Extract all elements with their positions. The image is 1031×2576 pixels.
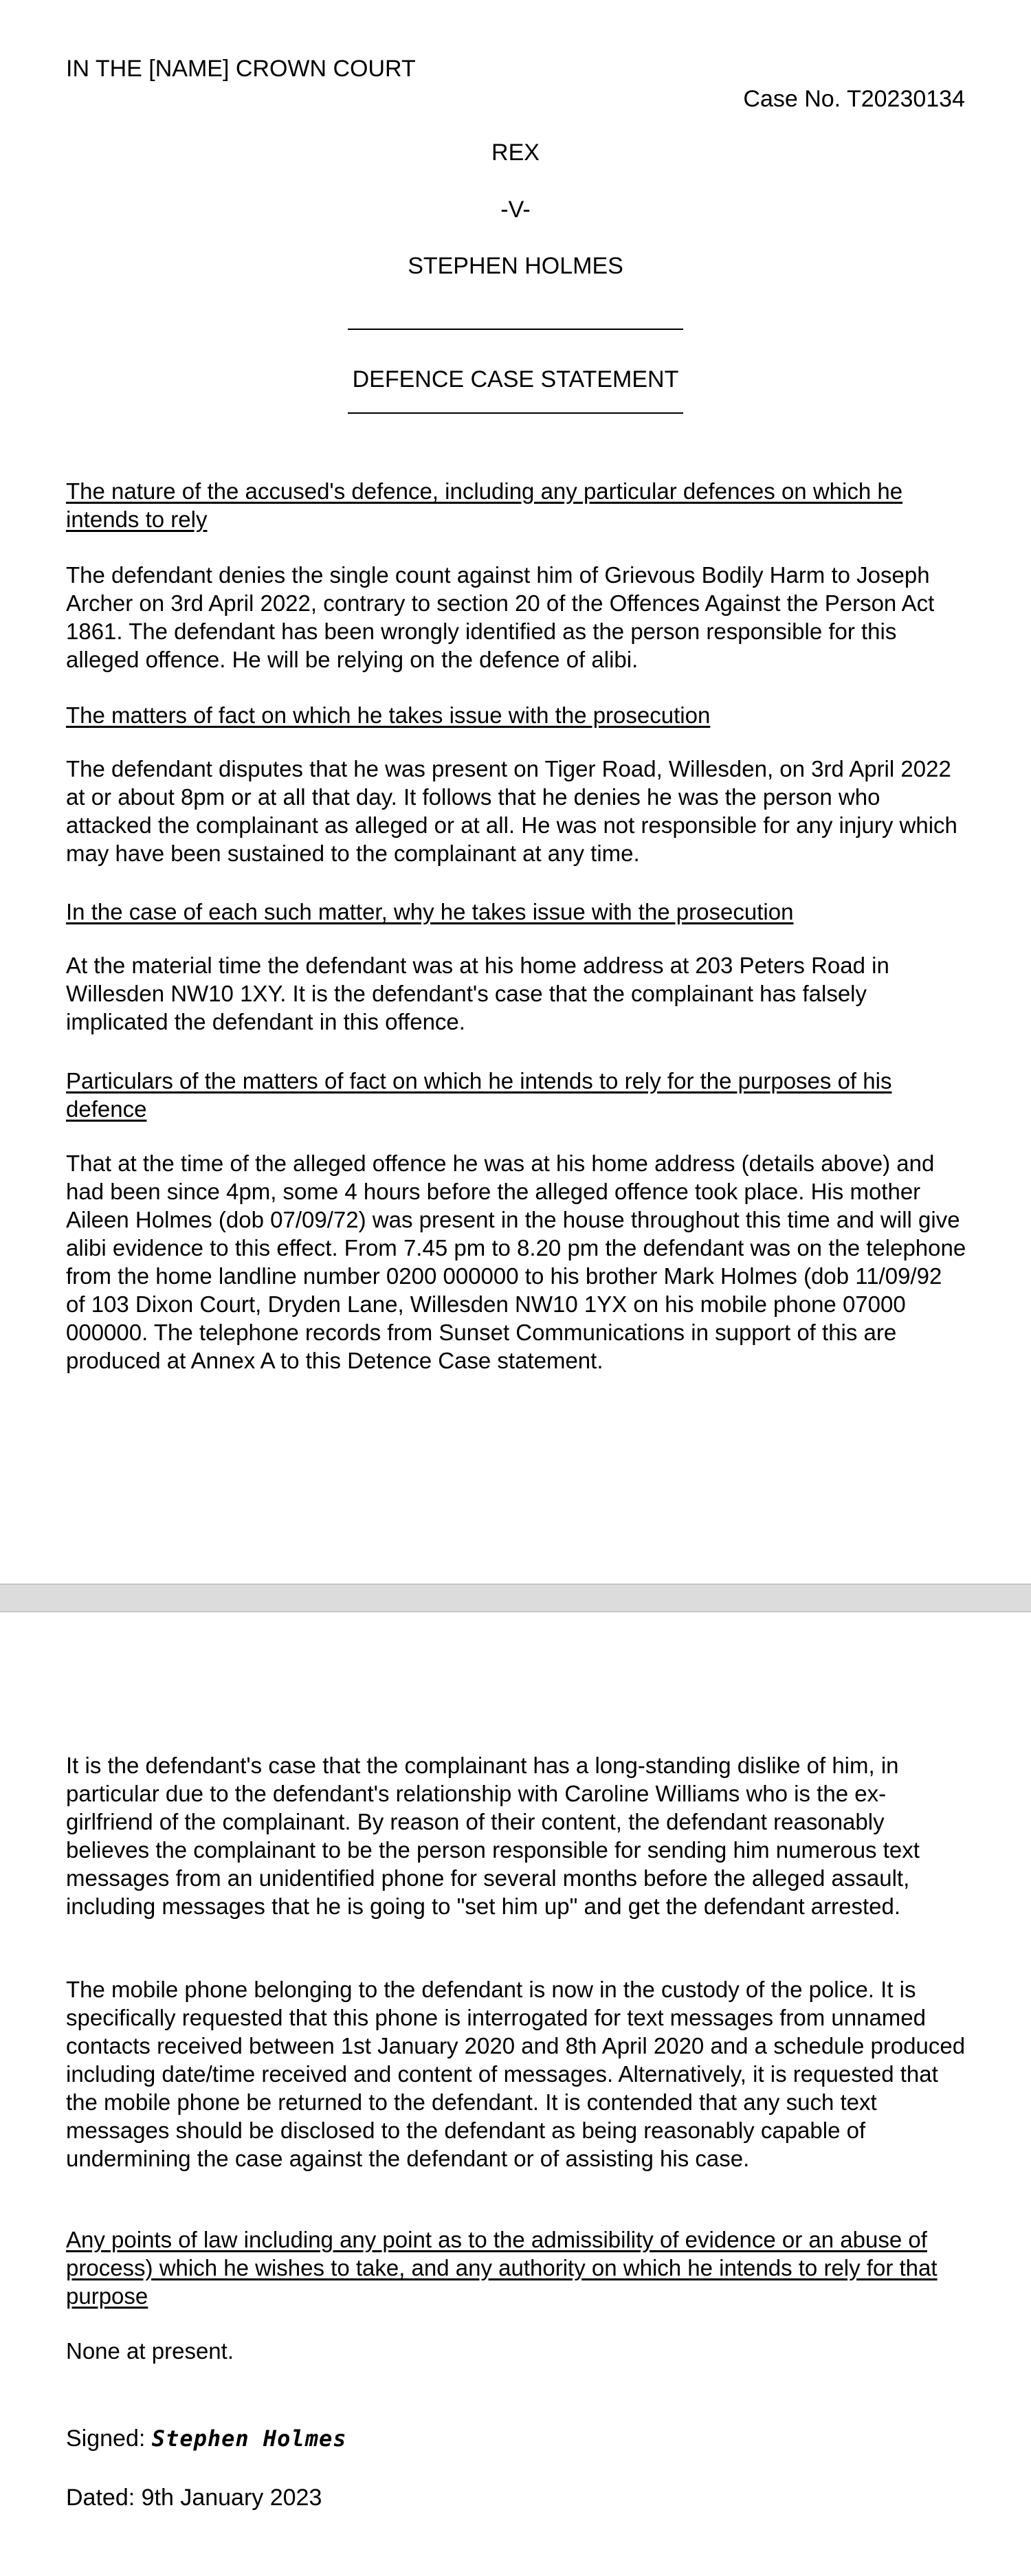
dated-line: Dated: 9th January 2023	[66, 2485, 322, 2511]
document-page-2	[0, 1612, 1031, 2576]
signature: Stephen Holmes	[151, 2425, 347, 2452]
signature-line	[66, 2425, 347, 2453]
page-separator	[0, 1584, 1031, 1612]
section-heading-nature: The nature of the accused's defence, including any particular defences on which he intends to rely	[66, 478, 903, 532]
document-title: DEFENCE CASE STATEMENT	[352, 366, 679, 392]
versus: -V-	[500, 197, 531, 223]
court-name: IN THE [NAME] CROWN COURT	[66, 56, 416, 82]
section-heading-matters: The matters of fact on which he takes issue with the prosecution	[66, 702, 711, 728]
section-heading-law: Any points of law including any point as to the admissibility of evidence or an abuse of process) which he wishes to take, and any authority on which he intends to rely for that purpose	[66, 2227, 938, 2309]
section-body-matters: The defendant disputes that he was present on Tiger Road, Willesden, on 3rd April 2022 at or about 8pm or at all that day. It follows that he denies he was the person who attacked the complainant as alleged or at all. He was not responsible for any injury which may have been sustained to the complainant at any time.	[66, 756, 957, 866]
section-heading-particulars: Particulars of the matters of fact on which he intends to rely for the purposes of his defence	[66, 1068, 892, 1122]
title-rule-top	[348, 329, 683, 330]
section-body-particulars: That at the time of the alleged offence he was at his home address (details above) and had been since 4pm, some 4 hours before the alleged offence took place. His mother Aileen Holmes (dob 07/09/72) was present in the house throughout this time and will give alibi evidence to this effect. From 7.45 pm to 8.20 pm the defendant was on the telephone from the home landline number 0200 000000 to his brother Mark Holmes (dob 11/09/92 of 103 Dixon Court, Dryden Lane, Willesden NW10 1YX on his mobile phone 07000 000000. The telephone records from Sunset Communications in support of this are produced at Annex A to this Detence Case statement.	[66, 1151, 966, 1373]
title-rule-bottom	[348, 412, 683, 414]
paragraph-mobile-phone: The mobile phone belonging to the defendant is now in the custody of the police. It is specifically requested that this phone is interrogated for text messages from unnamed contacts received between 1st January 2020 and 8th April 2020 and a schedule produced including date/time received and content of messages. Alternatively, it is requested that the mobile phone be returned to the defendant. It is contended that any such text messages should be disclosed to the defendant as being reasonably capable of undermining the case against the defendant or of assisting his case.	[66, 1977, 966, 2171]
prosecution-party: REX	[491, 140, 540, 166]
paragraph-complainant-dislike: It is the defendant's case that the complainant has a long-standing dislike of him, in particular due to the defendant's relationship with Caroline Williams who is the ex-girlfriend of the complainant. By reason of their content, the defendant reasonably believes the complainant to be the person responsible for sending him numerous text messages from an unidentified phone for several months before the alleged assault, including messages that he is going to "set him up" and get the defendant arrested.	[66, 1753, 920, 1919]
signed-label: Signed:	[66, 2425, 146, 2452]
defendant-name: STEPHEN HOLMES	[408, 253, 623, 279]
section-body-nature: The defendant denies the single count against him of Grievous Bodily Harm to Joseph Archer on 3rd April 2022, contrary to section 20 of the Offences Against the Person Act 1861. The defendant has been wrongly identified as the person responsible for this alleged offence. He will be relying on the defence of alibi.	[66, 562, 935, 672]
case-number: Case No. T20230134	[743, 86, 965, 112]
section-body-law: None at present.	[66, 2338, 234, 2364]
section-heading-why: In the case of each such matter, why he takes issue with the prosecution	[66, 899, 794, 924]
section-body-why: At the material time the defendant was at his home address at 203 Peters Road in Willesden NW10 1XY. It is the defendant's case that the complainant has falsely implicated the defendant in this offence.	[66, 953, 889, 1034]
